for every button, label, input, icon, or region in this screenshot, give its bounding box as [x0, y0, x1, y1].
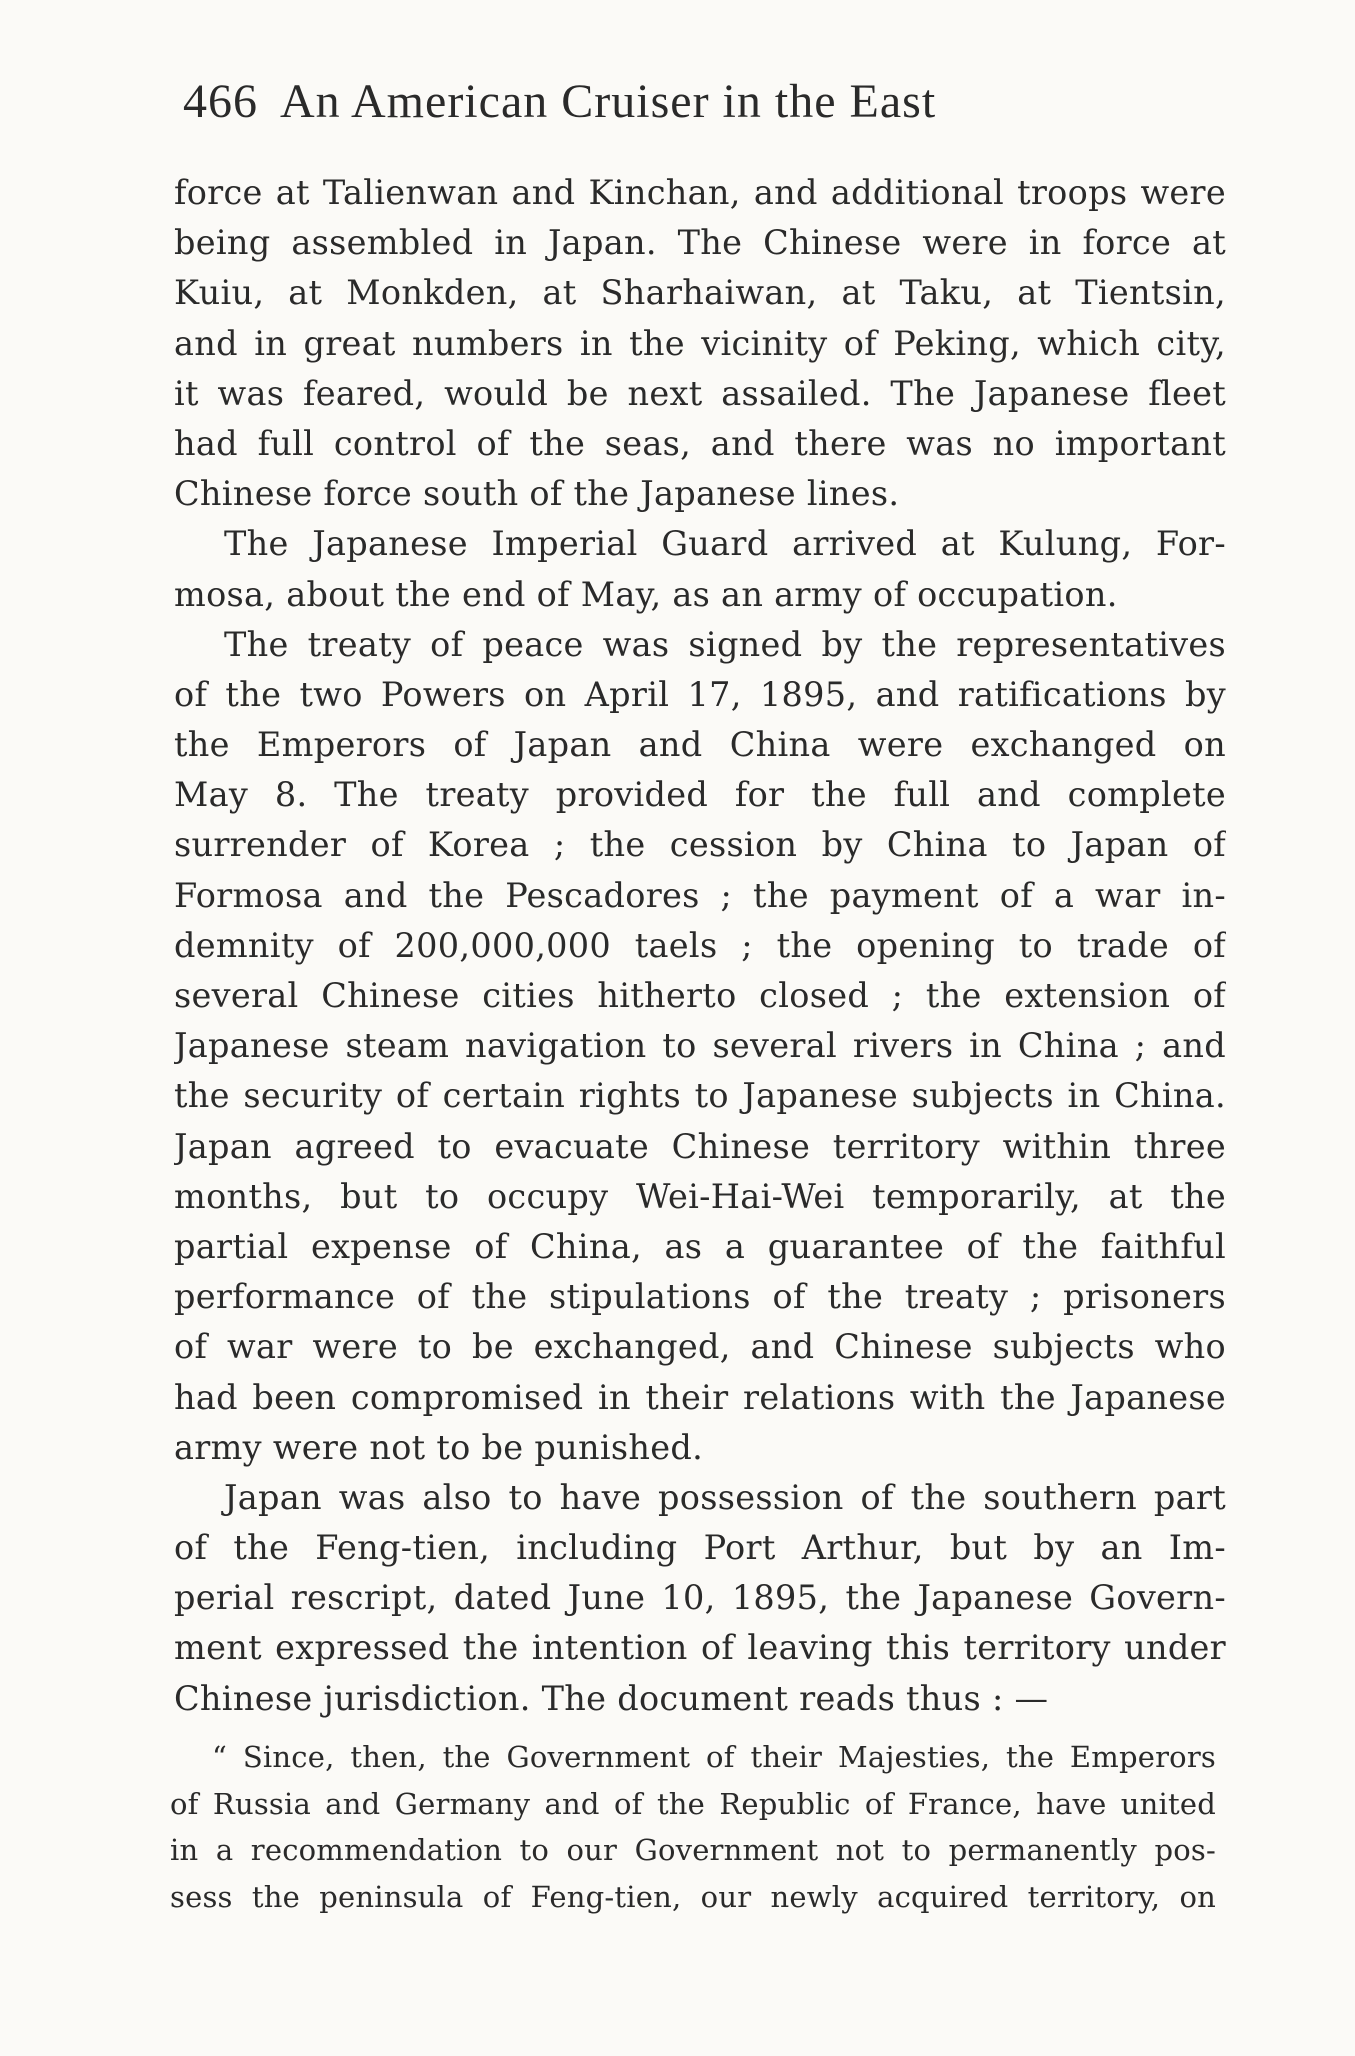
text-line: army were not to be punished. [174, 1427, 704, 1467]
text-line: force at Talienwan and Kinchan, and additional troops were [174, 173, 1226, 212]
text-line: it was feared, would be next assailed. The Japanese fleet [174, 373, 1226, 413]
running-title: An American Cruiser in the East [280, 75, 937, 128]
text-line: The treaty of peace was signed by the representatives [224, 624, 1226, 664]
quote-line: sess the peninsula of Feng-tien, our newly acquired territory, on [170, 1879, 1216, 1914]
text-line: ment expressed the intention of leaving this territory under [174, 1628, 1226, 1668]
text-line: Japanese steam navigation to several rivers in China ; and [174, 1026, 1226, 1066]
text-line: the security of certain rights to Japanese subjects in China. [174, 1076, 1226, 1116]
text-line: demnity of 200,000,000 taels ; the opening to trade of [174, 925, 1226, 965]
text-line: Japan agreed to evacuate Chinese territory within three [174, 1126, 1226, 1166]
text-line: of the two Powers on April 17, 1895, and ratifications by [174, 674, 1226, 714]
body-text [174, 168, 1226, 1724]
quote-line: “ Since, then, the Government of their Majesties, the Emperors [212, 1740, 1216, 1774]
text-line: months, but to occupy Wei-Hai-Wei temporarily, at the [174, 1176, 1226, 1216]
text-line: Formosa and the Pescadores ; the payment of a war in- [174, 875, 1226, 915]
text-line: Chinese force south of the Japanese lines. [174, 474, 900, 514]
text-line: had full control of the seas, and there was no important [174, 423, 1226, 463]
quote-line: in a recommendation to our Government not to permanently pos- [170, 1833, 1216, 1867]
text-line: several Chinese cities hitherto closed ; the extension of [174, 976, 1226, 1015]
text-line: the Emperors of Japan and China were exchanged on [174, 725, 1226, 765]
text-line: of the Feng-tien, including Port Arthur, but by an Im- [174, 1528, 1226, 1568]
running-head [183, 75, 1183, 128]
text-line: Chinese jurisdiction. The document reads thus : — [174, 1678, 1049, 1718]
text-line: of war were to be exchanged, and Chinese subjects who [174, 1327, 1226, 1367]
page-number: 466 [183, 75, 258, 128]
text-line: Japan was also to have possession of the southern part [224, 1477, 1226, 1517]
text-line: The Japanese Imperial Guard arrived at Kulung, For- [224, 524, 1226, 564]
text-line: being assembled in Japan. The Chinese were in force at [174, 223, 1226, 263]
text-line: had been compromised in their relations with the Japanese [174, 1377, 1226, 1417]
text-line: performance of the stipulations of the treaty ; prisoners [174, 1277, 1226, 1317]
block-quote [170, 1734, 1216, 1920]
text-line: and in great numbers in the vicinity of Peking, which city, [174, 323, 1226, 363]
text-line: mosa, about the end of May, as an army of occupation. [174, 574, 1118, 614]
text-line: Kuiu, at Monkden, at Sharhaiwan, at Taku, at Tientsin, [174, 273, 1226, 313]
quote-line: of Russia and Germany and of the Republic of France, have united [170, 1786, 1216, 1821]
text-line: May 8. The treaty provided for the full and complete [174, 775, 1226, 815]
text-line: surrender of Korea ; the cession by China to Japan of [174, 825, 1226, 865]
text-line: partial expense of China, as a guarantee of the faithful [174, 1226, 1226, 1266]
text-line: perial rescript, dated June 10, 1895, the Japanese Govern- [174, 1578, 1226, 1618]
